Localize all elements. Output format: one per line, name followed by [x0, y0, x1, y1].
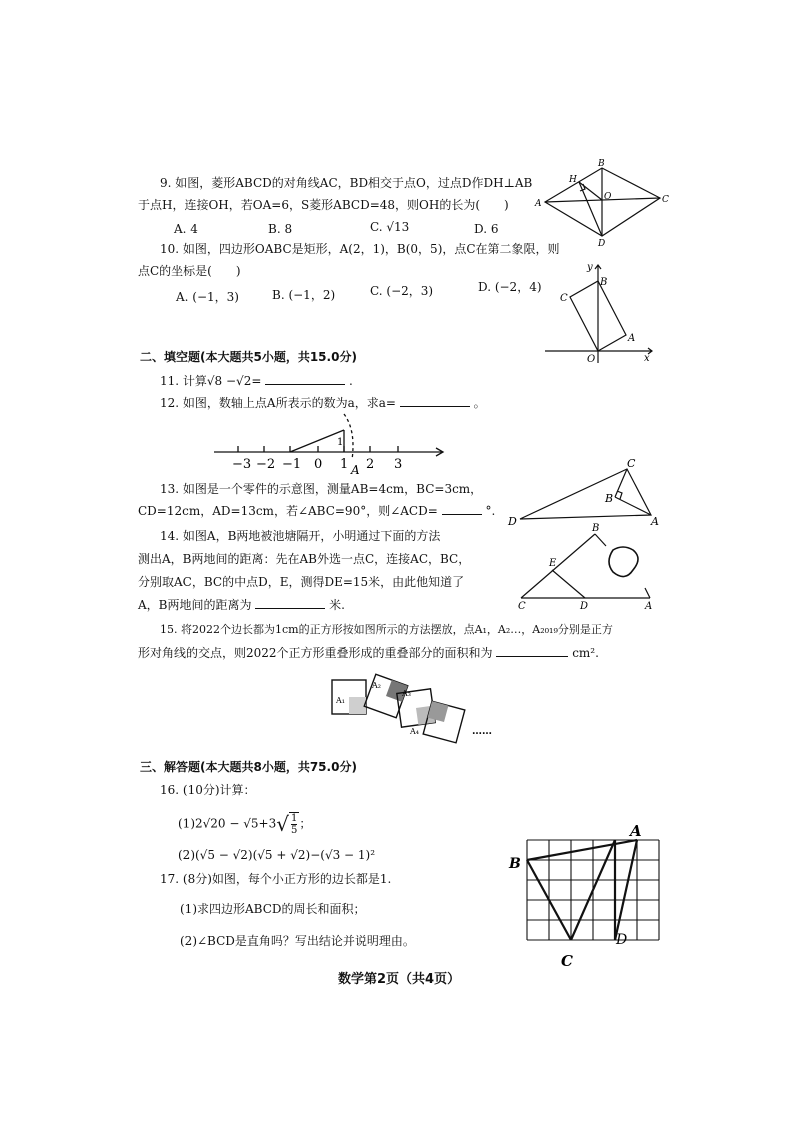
tick-label-neg1: −1 [282, 457, 302, 472]
q11-answer-blank [265, 384, 345, 385]
q16-frac-denominator: 5 [290, 825, 298, 836]
q13-question: CD=12cm，AD=13cm，若∠ABC=90°，则∠ACD= [138, 504, 438, 518]
q12-text [160, 396, 486, 410]
rectangle-coordinate-figure [540, 255, 660, 367]
rhombus-label-h: H [569, 175, 577, 185]
grid-label-b: B [509, 856, 521, 872]
tick-label-0: 0 [314, 457, 323, 472]
q9-option-b: B. 8 [268, 222, 293, 236]
rhombus-label-d: D [598, 239, 606, 249]
q14-line4 [138, 598, 345, 612]
q9-line1: 9. 如图，菱形ABCD的对角线AC，BD相交于点O，过点D作DH⊥AB [160, 176, 533, 190]
q17-line1: 17. (8分)如图，每个小正方形的边长都是1. [160, 872, 392, 886]
q10-option-b: B. (−1，2) [272, 288, 336, 302]
rhombus-label-b: B [598, 159, 605, 169]
rect-label-x: x [644, 353, 650, 364]
rect-label-b: B [600, 277, 608, 288]
q16-part1-tail: ； [299, 816, 312, 831]
q15-line2 [138, 646, 599, 660]
tick-label-neg3: −3 [232, 457, 252, 472]
rect-label-o: O [587, 354, 596, 365]
tick-label-2: 2 [366, 457, 375, 472]
q15-label-a2: A₂ [372, 681, 381, 690]
q9-option-d: D. 6 [474, 222, 499, 236]
q10-option-c: C. (−2，3) [370, 284, 434, 298]
q14-line1: 14. 如图A，B两地被池塘隔开，小明通过下面的方法 [160, 529, 441, 543]
q9-line2: 于点H，连接OH，若OA=6，S菱形ABCD=48，则OH的长为( ) [138, 198, 509, 212]
q15-ellipsis: …… [472, 726, 492, 737]
q13-label-a: A [651, 515, 659, 528]
rect-label-y: y [587, 262, 593, 273]
rhombus-figure [535, 160, 675, 250]
q17-part1: (1)求四边形ABCD的周长和面积； [180, 902, 366, 916]
numberline-height-label: 1 [337, 437, 344, 448]
q15-label-a4: A₄ [410, 727, 419, 736]
rhombus-label-a: A [535, 199, 542, 209]
q10-option-d: D. (−2，4) [478, 280, 542, 294]
tick-label-1: 1 [340, 457, 349, 472]
q16-sqrt-fraction: √ $\frac{1}{5}$ [276, 812, 298, 836]
q13-figure [505, 455, 665, 530]
q14-question: A，B两地间的距离为 [138, 598, 252, 612]
q14-label-d: D [580, 601, 589, 612]
q12-tail: 。 [473, 396, 486, 410]
q14-label-e: E [549, 558, 557, 569]
numberline-point-a: A [351, 463, 360, 477]
number-line-figure [210, 412, 450, 476]
q13-label-b: B [605, 492, 614, 505]
page-footer: 数学第2页（共4页） [338, 972, 461, 987]
section-3-title: 三、解答题(本大题共8小题，共75.0分) [140, 760, 357, 774]
q13-line1: 13. 如图是一个零件的示意图，测量AB=4cm，BC=3cm， [160, 482, 483, 496]
grid-label-c: C [561, 952, 573, 970]
q15-question: 形对角线的交点，则2022个正方形重叠形成的重叠部分的面积和为 [138, 646, 493, 660]
q10-line2: 点C的坐标是( ) [138, 264, 241, 278]
section-2-title: 二、填空题(本大题共5小题，共15.0分) [140, 350, 357, 364]
q13-label-c: C [627, 457, 636, 470]
grid-label-d: D [616, 932, 628, 948]
rhombus-label-o: O [604, 192, 612, 202]
q14-line3: 分别取AC，BC的中点D，E，测得DE=15米，由此他知道了 [138, 575, 465, 589]
q15-line1: 15. 将2022个边长都为1cm的正方形按如图所示的方法摆放，点A₁，A₂…，A₂₀₁₉分别是正方 [160, 623, 613, 636]
q14-label-b: B [592, 523, 600, 534]
q15-tail: cm². [572, 646, 599, 660]
q11-tail: . [349, 374, 353, 388]
q13-answer-blank [442, 514, 482, 515]
q14-label-a: A [645, 601, 653, 612]
q14-tail: 米. [329, 598, 345, 612]
q17-grid-figure [505, 820, 675, 970]
q11-question: 11. 计算√8 −√2= [160, 374, 262, 388]
q12-question: 12. 如图，数轴上点A所表示的数为a，求a= [160, 396, 396, 410]
q16-line1: 16. (10分)计算： [160, 783, 256, 797]
q14-label-c: C [518, 601, 526, 612]
q16-part1 [178, 812, 311, 836]
grid-label-a: A [630, 822, 642, 840]
q14-answer-blank [255, 608, 325, 609]
q15-label-a3: A₃ [402, 689, 411, 698]
q13-line2 [138, 504, 495, 518]
q13-label-d: D [508, 515, 517, 528]
tick-label-neg2: −2 [256, 457, 276, 472]
q9-option-a: A. 4 [174, 222, 198, 236]
rect-label-a: A [628, 333, 636, 344]
tick-label-3: 3 [394, 457, 403, 472]
q11-text [160, 374, 353, 388]
q15-label-a1: A₁ [336, 696, 345, 705]
q10-option-a: A. (−1，3) [176, 290, 239, 304]
q12-answer-blank [400, 406, 470, 407]
q14-line2: 测出A，B两地间的距离：先在AB外选一点C，连接AC，BC， [138, 552, 471, 566]
q10-line1: 10. 如图，四边形OABC是矩形，A(2，1)，B(0，5)，点C在第二象限，则 [160, 242, 560, 256]
q14-figure [515, 520, 665, 610]
q16-frac-numerator: 1 [290, 813, 298, 824]
q13-tail: °. [485, 504, 496, 518]
q15-answer-blank [496, 656, 568, 657]
q16-part2: (2)(√5 − √2)(√5 + √2)−(√3 − 1)² [178, 848, 376, 862]
q15-squares-figure [328, 672, 508, 747]
q9-option-c: C. √13 [370, 220, 410, 234]
q17-part2: (2)∠BCD是直角吗？写出结论并说明理由。 [180, 934, 415, 948]
q16-part1-expr: (1)2√20 − √5+3 [178, 816, 277, 831]
rect-label-c: C [560, 293, 568, 304]
rhombus-label-c: C [662, 195, 669, 205]
